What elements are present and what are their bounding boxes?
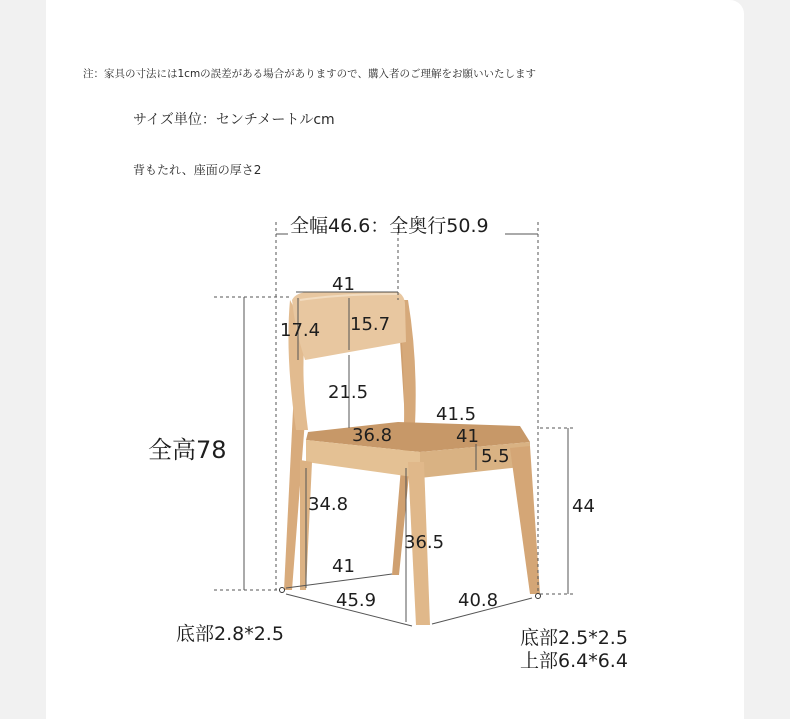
back-width-label: 41 <box>332 274 355 295</box>
leg-top-right-label: 上部6.4*6.4 <box>520 650 628 672</box>
seat-height-label: 44 <box>572 496 595 517</box>
dimension-labels <box>148 215 628 672</box>
seat-width-label: 41 <box>456 426 479 447</box>
under-seat-height-label: 34.8 <box>308 494 349 515</box>
base-width-label: 41 <box>332 556 355 577</box>
seat-depth-label: 41.5 <box>436 404 477 425</box>
seat-thickness-label: 5.5 <box>481 446 510 467</box>
back-gap-label: 21.5 <box>328 382 369 403</box>
base-diagonal-label: 45.9 <box>336 590 377 611</box>
unit-text: サイズ単位：センチメートルcm <box>133 112 335 128</box>
back-height-outer-label: 17.4 <box>280 320 321 341</box>
overall-size-label: 全幅46.6：全奥行50.9 <box>290 215 489 237</box>
front-right-leg <box>510 446 540 594</box>
base-depth-label: 40.8 <box>458 590 499 611</box>
front-leg-height-label: 36.5 <box>404 532 445 553</box>
disclaimer-text: 注：家具の寸法には1cmの誤差がある場合がありますので、購入者のご理解をお願いいたします <box>83 68 536 80</box>
thickness-text: 背もたれ、座面の厚さ2 <box>133 163 262 177</box>
seat-front-label: 36.8 <box>352 425 393 446</box>
leg-bottom-right-label: 底部2.5*2.5 <box>520 627 628 649</box>
total-height-label: 全高78 <box>148 436 227 464</box>
leg-bottom-left-label: 底部2.8*2.5 <box>176 623 284 645</box>
back-height-inner-label: 15.7 <box>350 314 391 335</box>
